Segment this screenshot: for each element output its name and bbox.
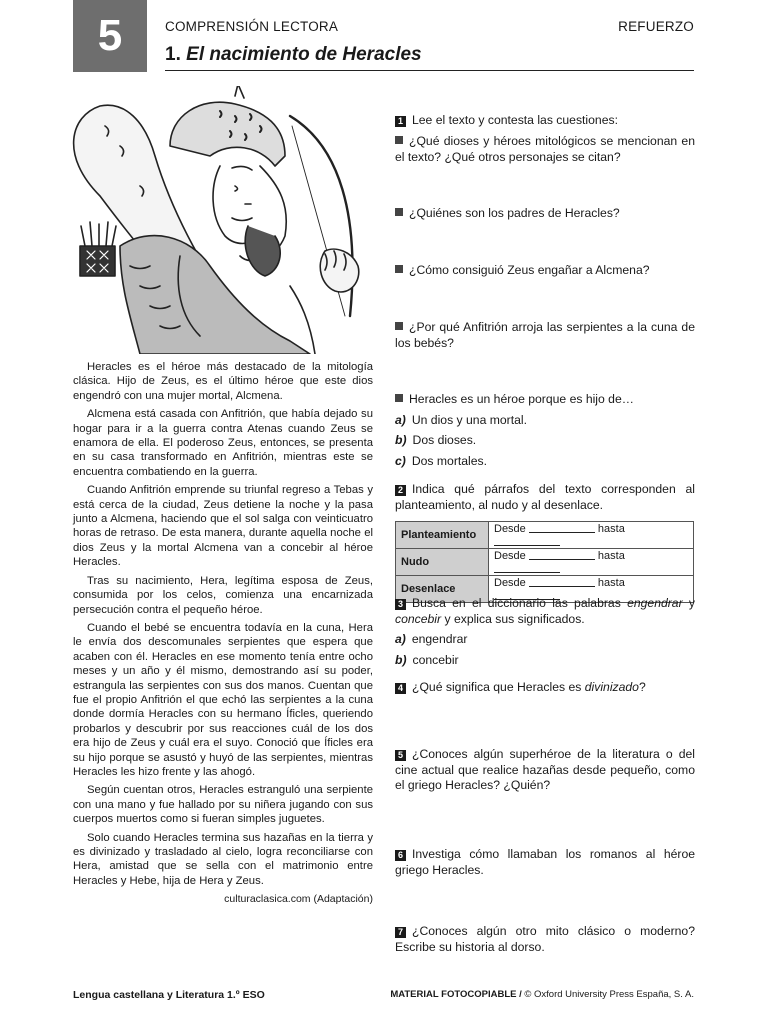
- exercise-1-question-3: [395, 263, 695, 279]
- exercise-number-badge: 1: [395, 116, 406, 127]
- option-text: Dos dioses.: [412, 433, 477, 448]
- story-source: culturaclasica.com (Adaptación): [224, 893, 373, 906]
- answer-option: [395, 653, 695, 669]
- story-paragraph: Tras su nacimiento, Hera, legítima esposa de Zeus, consumida por los celos, comienza una encarnizada persecución contra el pequeño héroe.: [73, 574, 373, 616]
- exercise-1-question-2: [395, 206, 695, 222]
- footer-publisher: © Oxford University Press España, S. A.: [524, 989, 694, 1000]
- exercise-text: y: [688, 596, 696, 610]
- exercise-text: Investiga cómo llamaban los romanos al héroe griego Heracles.: [395, 847, 695, 877]
- option-text: Un dios y una mortal.: [411, 412, 528, 427]
- to-label: hasta: [597, 577, 625, 589]
- story-paragraph: Alcmena está casada con Anfitrión, que había dejado su hogar para ir a la guerra contra Atenas cuando Zeus se enamora de ella. El poderoso Zeus, entonces, se presenta en su casa transformado en Anfitrión, mientras este se encuentra combatiendo en la guerra.: [73, 408, 373, 478]
- question-text: ¿Qué dioses y héroes mitológicos se mencionan en el texto? ¿Qué otros personajes se citan?: [395, 134, 695, 164]
- question-mark: ?: [638, 680, 646, 694]
- exercise-number-badge: 3: [395, 599, 406, 610]
- answer-blank[interactable]: [494, 535, 560, 546]
- square-bullet-icon: [395, 394, 403, 402]
- story-text: [73, 360, 373, 907]
- from-label: Desde: [494, 550, 526, 562]
- title-text: El nacimiento de Heracles: [186, 44, 422, 65]
- footer-photocopy-label: MATERIAL FOTOCOPIABLE /: [390, 989, 522, 1000]
- row-label: Nudo: [396, 549, 489, 576]
- unit-number-box: 5: [73, 0, 147, 72]
- option-text: Dos mortales.: [411, 453, 488, 468]
- exercise-text: ¿Conoces algún otro mito clásico o moderno? Escribe su historia al dorso.: [395, 924, 695, 954]
- square-bullet-icon: [395, 322, 403, 330]
- answer-cell[interactable]: [489, 522, 694, 549]
- table-row: [396, 549, 694, 576]
- exercise-text: Busca en el diccionario las palabras: [412, 596, 621, 610]
- section-label: COMPRENSIÓN LECTORA: [165, 19, 339, 34]
- question-text: ¿Cómo consiguió Zeus engañar a Alcmena?: [409, 263, 650, 277]
- story-structure-table: [395, 521, 694, 603]
- exercise-number-badge: 5: [395, 750, 406, 761]
- footer-course: Lengua castellana y Literatura 1.º ESO: [73, 989, 265, 1001]
- exercise-text: y explica sus significados.: [444, 611, 585, 626]
- story-paragraph: Cuando el bebé se encuentra todavía en la cuna, Hera le envía dos descomunales serpientes que espera que acaben con él. Heracles en ese momento tenía entre ocho meses y un año y él mismo, demostrando así su poder, estrangula las serpientes con sus dos manos. Cuentan que fue el propio Anfitrión el que echó las serpientes a la cuna donde dormía Heracles con su hermano Íficles, queriendo probarlos y descubrir por sus reacciones cuál de los dos era hijo de Zeus y cuál era el suyo. Conoció que Íficles era su hijo porque se asustó y huyó de las serpientes, mientras Heracles les hizo frente y las ahogó.: [73, 621, 373, 778]
- answer-option: [395, 413, 695, 429]
- story-paragraph: Cuando Anfitrión emprende su triunfal regreso a Tebas y está cerca de la ciudad, Zeus detiene la noche y la pasa junto a Alcmena, haciendo que el sol salga con veinticuatro horas de retraso. De esta manera, durante aquella noche el dios Zeus y la mortal Alcmena van a concebir al héroe Heracles.: [73, 484, 373, 569]
- option-letter: a): [395, 412, 406, 427]
- answer-option: [395, 454, 695, 470]
- exercise-text: Lee el texto y contesta las cuestiones:: [412, 113, 618, 127]
- answer-blank[interactable]: [529, 522, 595, 533]
- question-text: ¿Quiénes son los padres de Heracles?: [409, 206, 620, 220]
- exercise-number-badge: 2: [395, 485, 406, 496]
- exercise-text: ¿Conoces algún superhéroe de la literatura o del cine actual que realice hazañas desde pequeño, como el griego Heracles? ¿Quién?: [395, 747, 695, 793]
- answer-blank[interactable]: [529, 576, 595, 587]
- exercise-3: [395, 596, 695, 668]
- from-label: Desde: [494, 577, 526, 589]
- keyword: concebir: [395, 611, 442, 626]
- exercise-number-badge: 7: [395, 927, 406, 938]
- exercise-6: [395, 847, 695, 878]
- row-label: Desenlace: [396, 576, 489, 603]
- exercise-text: ¿Qué significa que Heracles es: [412, 680, 582, 694]
- square-bullet-icon: [395, 208, 403, 216]
- question-text: ¿Por qué Anfitrión arroja las serpientes a la cuna de los bebés?: [395, 320, 695, 350]
- option-letter: c): [395, 453, 406, 468]
- option-text: concebir: [412, 652, 459, 667]
- keyword: divinizado: [584, 680, 639, 694]
- to-label: hasta: [597, 550, 625, 562]
- exercise-1-question-4: [395, 320, 695, 351]
- answer-option: [395, 632, 695, 648]
- from-label: Desde: [494, 523, 526, 535]
- answer-option: [395, 433, 695, 449]
- title-divider: [165, 70, 694, 71]
- story-paragraph: Solo cuando Heracles termina sus hazañas en la tierra y es divinizado y trasladado al cielo, logra reconciliarse con Hera, amistad que se sella con el matrimonio entre Heracles y Hebe, hija de Hera y Zeus.: [73, 831, 373, 887]
- footer-copyright: [390, 989, 694, 1000]
- exercise-text: Indica qué párrafos del texto corresponden al planteamiento, al nudo y al desenlace.: [395, 482, 695, 512]
- exercise-2: [395, 482, 695, 513]
- square-bullet-icon: [395, 136, 403, 144]
- square-bullet-icon: [395, 265, 403, 273]
- story-paragraph: Heracles es el héroe más destacado de la mitología clásica. Hijo de Zeus, es el último héroe que este dios engendró con una mujer mortal, Alcmena.: [73, 361, 373, 402]
- story-paragraph: Según cuentan otros, Heracles estranguló una serpiente con una mano y fue hallado por su niñera jugando con sus cuerpos muertos como si fueran simples juguetes.: [73, 784, 373, 826]
- to-label: hasta: [597, 523, 625, 535]
- option-letter: b): [395, 433, 407, 448]
- exercise-1-intro: [395, 113, 695, 129]
- answer-blank[interactable]: [529, 549, 595, 560]
- option-text: engendrar: [411, 632, 468, 647]
- exercise-7: [395, 924, 695, 955]
- heracles-illustration: [60, 86, 382, 354]
- title-number: 1.: [165, 44, 181, 65]
- exercise-number-badge: 4: [395, 683, 406, 694]
- exercise-5: [395, 747, 695, 794]
- page-title: [165, 44, 422, 66]
- row-label: Planteamiento: [396, 522, 489, 549]
- exercise-4: [395, 680, 695, 696]
- exercise-1-question-5: [395, 392, 695, 469]
- exercise-number-badge: 6: [395, 850, 406, 861]
- answer-cell[interactable]: [489, 549, 694, 576]
- question-text: Heracles es un héroe porque es hijo de…: [409, 392, 634, 406]
- table-row: [396, 522, 694, 549]
- level-label: REFUERZO: [618, 19, 694, 34]
- keyword: engendrar: [627, 596, 683, 610]
- answer-blank[interactable]: [494, 562, 560, 573]
- exercise-1-question-1: [395, 134, 695, 165]
- option-letter: b): [395, 652, 407, 667]
- option-letter: a): [395, 632, 406, 647]
